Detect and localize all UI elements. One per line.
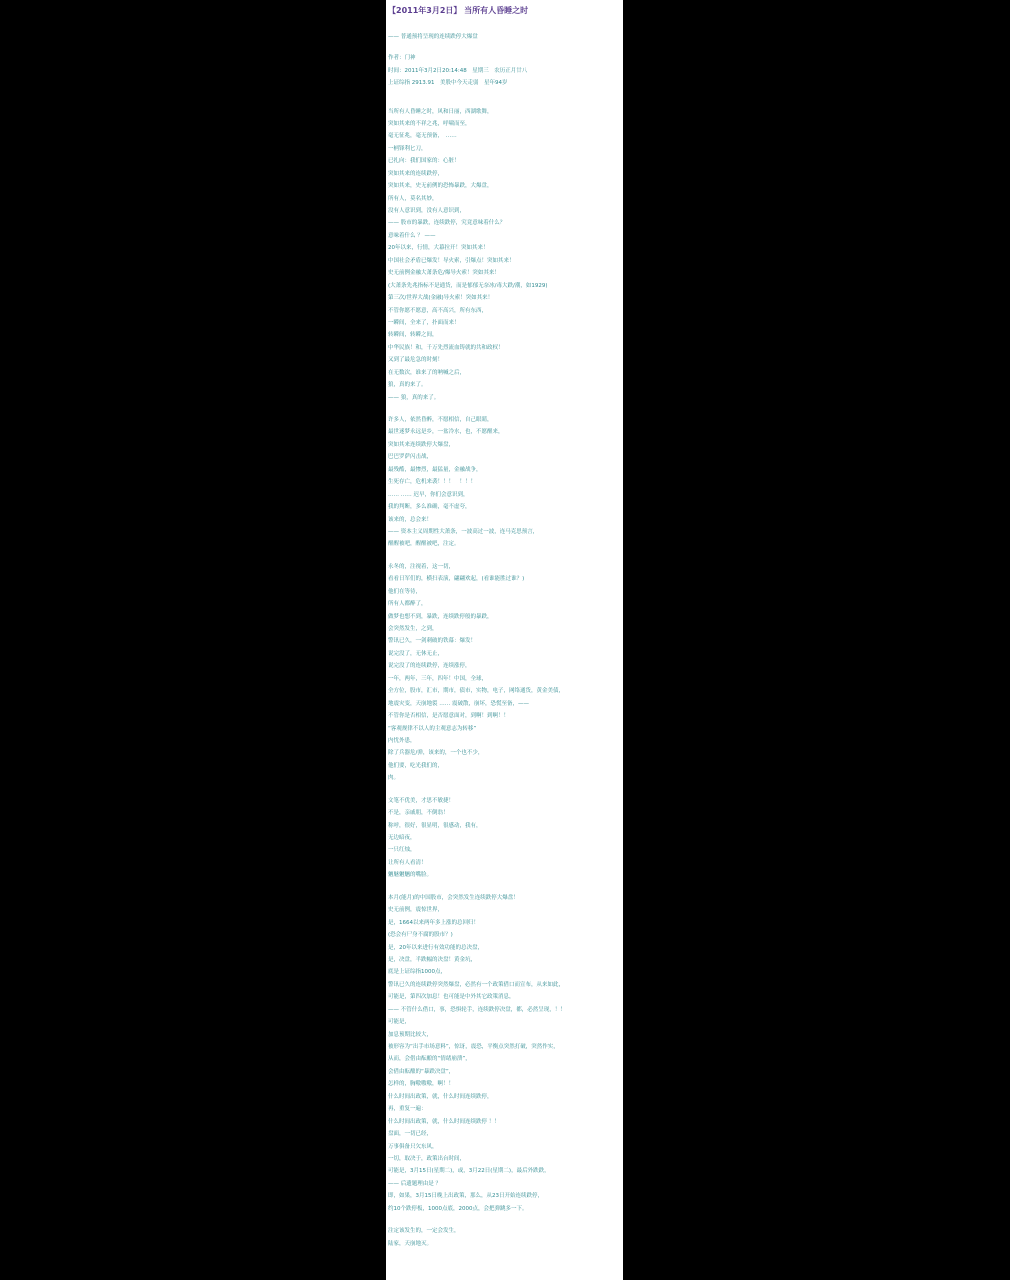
text-line: “客观规律不以人的主观意志为转移” bbox=[388, 725, 477, 732]
text-line: 会借由酝酿的“暴跌决盘”， bbox=[388, 1068, 455, 1075]
text-line: 没有人意识到，没有人意识到， bbox=[388, 208, 466, 214]
text-line: 一瞬间，全来了，扑面而来！ bbox=[388, 319, 460, 326]
text-line: 该来的，总会来！ bbox=[388, 516, 433, 523]
text-line: 第三次/世界大战(金融)导火索！突如其来！ bbox=[388, 295, 494, 302]
text-line: 地震灾变，天崩地裂 …… 震破散，崩坏，恐慌至备，—— bbox=[388, 700, 529, 707]
paragraph bbox=[388, 1225, 619, 1250]
text-line: 魑魅魍魉的嘴脸。 bbox=[388, 872, 433, 879]
text-line: 除了兵器危/弹，该来的，一个也不少， bbox=[388, 750, 484, 757]
text-line: 已扎向：我们国家的：心脏！ bbox=[388, 158, 460, 165]
text-line: 即，如果，3月15日晚上出政策，那么，从23日开始连续跌停， bbox=[388, 1193, 543, 1200]
text-line: 从而，会借由酝酿的“情绪崩溃”， bbox=[388, 1056, 471, 1063]
text-line: 我的判断，多么准确，毫不虚夸， bbox=[388, 504, 471, 511]
text-line: 突如其来的连续跌停， bbox=[388, 170, 444, 177]
text-line: 一柄锋利匕刀， bbox=[388, 145, 427, 152]
text-line: 所有人都醉了， bbox=[388, 601, 427, 608]
text-line: 狼，真的来了。 bbox=[388, 382, 427, 389]
text-line: 可能是， bbox=[388, 1019, 411, 1026]
text-line: 中华民族！和，千万先烈流血铸就的共和政权！ bbox=[388, 344, 504, 351]
text-line: 巴巴罗萨闪击战， bbox=[388, 454, 433, 461]
text-line: 中国社会矛盾已爆发！导火索，引爆点！突如其来！ bbox=[388, 257, 515, 264]
text-line: 可能是，第四次加息！也可能是中外其它政策消息， bbox=[388, 994, 515, 1001]
text-line: 无边暗夜， bbox=[388, 835, 416, 841]
text-line: 所有人，莫名其妙， bbox=[388, 195, 438, 202]
text-line: 加息预期比较大， bbox=[388, 1031, 433, 1038]
text-line: 什么时间出政策，就，什么时间连续跌停， bbox=[388, 1093, 493, 1100]
text-line: 本月(能月)的中国股市，会突然发生连续跌停大爆盘！ bbox=[388, 894, 519, 901]
paragraph bbox=[388, 561, 619, 785]
text-line: —— 后遗题理由是 ？ bbox=[388, 1180, 441, 1187]
text-line: 转瞬间，转瞬之间， bbox=[388, 332, 438, 339]
text-line: 最世迷梦永远是乡，一盆冷水，也，不愿醒来， bbox=[388, 429, 504, 436]
text-line: 突如其来的不祥之兆，呼啸而至， bbox=[388, 120, 471, 127]
text-line: …… …… 迟早，你们会意识到， bbox=[388, 491, 469, 498]
text-line: 会突然发生，之到， bbox=[388, 626, 438, 632]
text-line: 肉。 bbox=[388, 775, 400, 782]
article-body bbox=[388, 106, 619, 1251]
text-line: (大萧条先兆指标不是通货，而是郁郁无奈冰/毒大跌/潮，如1929) bbox=[388, 282, 548, 289]
text-line: 毫无征兆，毫无预备， …… bbox=[388, 133, 457, 140]
text-line: —— 不管什么借口，事，恐惧轮手，连续跌停决盘，都，必然呈现，！！ bbox=[388, 1006, 566, 1013]
text-line: 不管你愿不愿意，高不高兴，所有东西， bbox=[388, 307, 488, 314]
article-subtitle: —— 普通预将呈现的连续跌停大爆盘 bbox=[388, 34, 478, 40]
text-line: 一切，取决于，政策出台时间， bbox=[388, 1155, 466, 1162]
text-line: 醒醒被吧，醒醒被吧，注定。 bbox=[388, 541, 460, 548]
text-line: 生死存亡，危机来袭！！！ ！！！ bbox=[388, 479, 477, 486]
text-line: 内忧外患， bbox=[388, 737, 416, 744]
text-line: 史无前例金融大萧条危/爆导火索！突如其来！ bbox=[388, 270, 500, 277]
text-line: 又到了最危急的时刻！ bbox=[388, 357, 444, 364]
article-page bbox=[386, 0, 623, 1280]
text-line: 再，重复一遍： bbox=[388, 1106, 427, 1113]
text-line: 不管你是否相信，是否愿意面对，到啊！到啊！！ bbox=[388, 713, 510, 720]
text-line: 最残酷，最惨烈，最猛量，金融战争， bbox=[388, 466, 482, 473]
text-line: 说完没了的连续跌停，连续涨停， bbox=[388, 663, 471, 670]
text-line: 是，20年以来进行有效功能的总决盘， bbox=[388, 944, 483, 951]
text-line: (恐会有尸身不腐的股市？) bbox=[388, 932, 453, 939]
text-line: 可能是，3月15日(星期二)，或，3月22日(星期二)，最后外跌跌， bbox=[388, 1168, 550, 1175]
text-line: 许多人，依然昏醉，不愿相信，自己眼睛， bbox=[388, 417, 493, 423]
text-line: 全方位，股市，汇市，期市，债市，实物，电子，网络通货，黄金美债， bbox=[388, 688, 565, 695]
text-line: 看看日军们的，横扫表演，翩翩欢起，(看谁能胜过谁？) bbox=[388, 576, 525, 583]
text-line: 不是，亲戚朋，不倒翁！ bbox=[388, 810, 449, 817]
text-line: 怎样的，胸嗷嗷嗷，啊！！ bbox=[388, 1081, 455, 1088]
text-line: —— 资本主义周期性大萧条，一波高过一波，连马克思预言， bbox=[388, 528, 539, 535]
text-line: 他们要，吃光我们的， bbox=[388, 762, 444, 769]
article-meta bbox=[388, 52, 619, 90]
paragraph bbox=[388, 414, 619, 551]
text-line: 一只红烛， bbox=[388, 847, 416, 854]
text-line: 万事俱备只欠东风， bbox=[388, 1143, 438, 1150]
text-line: 什么时间出政策，就，什么时间连续跌停 ！！ bbox=[388, 1118, 500, 1125]
text-line: 做梦也想不到，暴跌，连续跌停般的暴跌， bbox=[388, 613, 493, 620]
text-line: 称呼，很好，很显明，很感动，我有， bbox=[388, 822, 482, 829]
paragraph bbox=[388, 795, 619, 882]
text-line: 底是上证综指1000点， bbox=[388, 969, 446, 976]
text-line: 他们在等待， bbox=[388, 588, 422, 595]
text-line: 永冬的，注视着，这一切， bbox=[388, 563, 455, 570]
text-line: 注定该发生的，一定会发生， bbox=[388, 1228, 460, 1235]
text-line: 在无数次，谁来了的呐喊之后， bbox=[388, 369, 466, 376]
text-line: 突如其来连续跌停大爆盘， bbox=[388, 441, 455, 448]
text-line: 一年，两年，三年，四年！中国，全球， bbox=[388, 675, 488, 682]
meta-time: 时间：2011年3月2日20:14:48 星期三 农历正月廿八 bbox=[388, 67, 528, 74]
text-line: 史无前例，震惊世界， bbox=[388, 907, 444, 914]
text-line: 警讯已久的连续跌停突然爆盘，必然有一个政策借口而宣布，从来如此， bbox=[388, 981, 565, 988]
text-line: 盘面，一切已经， bbox=[388, 1131, 433, 1138]
text-line: 是，决盘，半跌幅的决盘！黄金坑， bbox=[388, 956, 477, 963]
text-line: 突如其来，史无前例的恐怖暴跌，大爆盘， bbox=[388, 183, 493, 190]
text-line: 约10个跌停板，1000点底，2000点，会把弹跳多一下。 bbox=[388, 1205, 528, 1212]
meta-author: 作者：门神 bbox=[388, 55, 416, 61]
text-line: 让所有人看清！ bbox=[388, 859, 427, 866]
paragraph bbox=[388, 106, 619, 405]
text-line: 被形容为“出手市场意料”，惊讶，震恐，平衡点突然打破，突然作实， bbox=[388, 1044, 559, 1050]
text-line: —— 股市的暴跌，连续跌停，究竟意味着什么？ bbox=[388, 220, 506, 227]
text-line: 意味着什么 ？ —— bbox=[388, 232, 436, 239]
text-line: 陆家，天崩地灭。 bbox=[388, 1240, 433, 1247]
text-line: 文笔不优美，才思不敏捷！ bbox=[388, 797, 455, 804]
meta-index: 上证综指 2913.91 美股中今天走弱 星年94岁 bbox=[388, 80, 508, 86]
text-line: 是，1664以来两年多上涨的总回归！ bbox=[388, 919, 479, 926]
paragraph bbox=[388, 892, 619, 1215]
article-title: 【2011年3月2日】 当所有人昏睡之时 bbox=[388, 6, 529, 15]
text-line: 说完没了，无休无止， bbox=[388, 650, 444, 657]
text-line: 警讯已久，一剑刺破的铁幕：爆发！ bbox=[388, 638, 477, 645]
text-line: 当所有人昏睡之时，风和日丽，西湖歌舞， bbox=[388, 108, 493, 115]
text-line: —— 狼，真的来了。 bbox=[388, 394, 440, 401]
text-line: 20年以来，行情，大幕拉开！突如其来！ bbox=[388, 245, 489, 252]
